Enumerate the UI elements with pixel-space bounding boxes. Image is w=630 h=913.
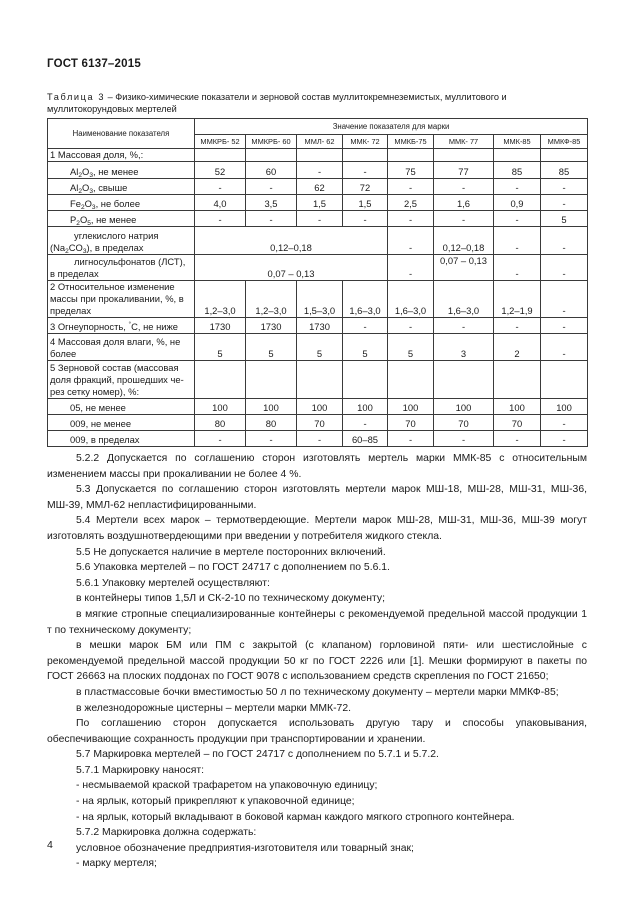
- table-cell: 60: [246, 162, 297, 179]
- table-row: [48, 281, 588, 318]
- row-label: 009, в пределах: [48, 431, 195, 447]
- paragraph: 5.3 Допускается по соглашению сторон изготовлять мертели марок МШ-18, МШ-28, МШ-31, МШ-36, МШ-39, ММЛ-62 непластифицированными.: [47, 484, 587, 511]
- table-cell: -: [195, 179, 246, 195]
- table-caption-text: – Физико-химические показатели и зерновой состав муллитокремнеземистых, муллитового и муллитокорундовых мертелей: [47, 92, 507, 114]
- table-cell: 1,5–3,0: [297, 281, 343, 318]
- table-cell: -: [297, 431, 343, 447]
- table-cell: 85: [541, 162, 588, 179]
- table-cell: 3: [434, 334, 494, 361]
- paragraph: в пластмассовые бочки вместимостью 50 л по техническому документу – мертели марки ММКФ-85;: [76, 686, 559, 698]
- row-label: $Fe_2O_3$, не более: [48, 195, 195, 211]
- table-cell: -: [246, 431, 297, 447]
- paragraph: 5.6 Упаковка мертелей – по ГОСТ 24717 с дополнением по 5.6.1.: [76, 562, 390, 574]
- table-cell: 4,0: [195, 195, 246, 211]
- table-cell: 100: [434, 399, 494, 415]
- mark-header: ММК- 77: [434, 135, 494, 149]
- table-row: [48, 361, 588, 399]
- table-row: [48, 399, 588, 415]
- row-label: 4 Массовая доля влаги, %, не более: [48, 334, 195, 361]
- paragraph: По соглашению сторон допускается использовать другую тару и способы упаковывания, обеспечивающие сохранность продукции при транспортировании и хранении.: [47, 718, 587, 745]
- table-row: [48, 195, 588, 211]
- table-cell: -: [541, 415, 588, 431]
- table-row: [48, 334, 588, 361]
- table-cell: -: [434, 318, 494, 334]
- table-cell: -: [494, 227, 541, 255]
- row-label: 1 Массовая доля, %,:: [48, 149, 195, 162]
- table-cell: 100: [343, 399, 388, 415]
- table-cell: 70: [297, 415, 343, 431]
- table-row: [48, 255, 588, 281]
- table-cell: -: [541, 179, 588, 195]
- paragraph: в железнодорожные цистерны – мертели марки ММК-72.: [76, 702, 351, 714]
- table-cell: 1730: [195, 318, 246, 334]
- row-label: $Al_2O_3$, свыше: [48, 179, 195, 195]
- table-cell: 0,07 – 0,13: [434, 255, 494, 281]
- paragraph: 5.4 Мертели всех марок – термотвердеющие. Мертели марок МШ-28, МШ-31, МШ-36, МШ-39 могут изготовлять воздушнотвердеющими при введении у потребителя жидкого стекла.: [47, 515, 587, 542]
- table-cell: 1,2–3,0: [246, 281, 297, 318]
- paragraph: 5.7.2 Маркировка должна содержать:: [76, 827, 257, 839]
- table-cell: 2,5: [388, 195, 434, 211]
- table-cell: -: [195, 431, 246, 447]
- row-label: 009, не менее: [48, 415, 195, 431]
- row-label: 2 Относительное изменение массы при прокаливании, %, в пределах: [48, 281, 195, 318]
- table-cell: -: [343, 162, 388, 179]
- paragraph: 5.5 Не допускается наличие в мертеле посторонних включений.: [76, 546, 386, 558]
- header-parameter-name: Наименование показателя: [48, 119, 195, 149]
- table-cell: -: [343, 415, 388, 431]
- table-cell: -: [246, 211, 297, 227]
- table-header-row: [48, 119, 588, 135]
- row-label: 3 Огнеупорность, °С, не ниже: [48, 318, 195, 334]
- mark-header: ММЛ- 62: [297, 135, 343, 149]
- table-cell: 1730: [246, 318, 297, 334]
- table-cell: 100: [297, 399, 343, 415]
- table-cell: -: [388, 431, 434, 447]
- table-cell: -: [434, 211, 494, 227]
- table-cell: 0,12–0,18: [434, 227, 494, 255]
- paragraph: в мягкие стропные специализированные контейнеры с рекомендуемой предельной массой продукции 1 т по техническому документу;: [47, 608, 587, 636]
- table-cell: 1,2–3,0: [195, 281, 246, 318]
- table-cell: -: [494, 255, 541, 281]
- table-cell: 1,6: [434, 195, 494, 211]
- paragraph: 5.7.1 Маркировку наносят:: [76, 764, 205, 776]
- table-cell: 80: [246, 415, 297, 431]
- table-cell: -: [388, 255, 434, 281]
- paragraph: 5.7 Маркировка мертелей – по ГОСТ 24717 с дополнением по 5.7.1 и 5.7.2.: [76, 749, 439, 761]
- row-label: $P_2O_5$, не менее: [48, 211, 195, 227]
- mark-header: ММКРБ- 60: [246, 135, 297, 149]
- mark-header: ММК- 72: [343, 135, 388, 149]
- document-header: ГОСТ 6137–2015: [47, 58, 141, 70]
- header-value-group: Значение показателя для марки: [195, 119, 588, 135]
- table-cell: 70: [434, 415, 494, 431]
- table-cell: -: [541, 334, 588, 361]
- table-cell: -: [434, 431, 494, 447]
- table-cell: -: [541, 195, 588, 211]
- table-cell: 3,5: [246, 195, 297, 211]
- paragraph: 5.2.2 Допускается по соглашению сторон изготовлять мертель марки ММК-85 с относительным изменением массы при прокаливании не более 4 %.: [47, 453, 587, 480]
- mark-header: ММКБ-75: [388, 135, 434, 149]
- table-cell: 1,2–1,9: [494, 281, 541, 318]
- table-cell: -: [388, 179, 434, 195]
- table-cell: 70: [494, 415, 541, 431]
- table-cell: -: [297, 211, 343, 227]
- row-label: 5 Зерновой состав (массовая доля фракций, прошедших че- рез сетку номер), %:: [48, 361, 195, 399]
- table-cell: -: [388, 318, 434, 334]
- table-cell: 100: [388, 399, 434, 415]
- row-label: 05, не менее: [48, 399, 195, 415]
- table-cell: 5: [195, 334, 246, 361]
- table-cell: -: [297, 162, 343, 179]
- table-cell: 0,12–0,18: [195, 227, 388, 255]
- table-cell: 0,07 – 0,13: [195, 255, 388, 281]
- table-cell: -: [541, 431, 588, 447]
- table-cell: -: [541, 255, 588, 281]
- paragraph: - на ярлык, который прикрепляют к упаковочной единице;: [76, 796, 355, 808]
- table-cell: -: [388, 227, 434, 255]
- table-cell: -: [343, 211, 388, 227]
- table-cell: 0,9: [494, 195, 541, 211]
- table-row: [48, 179, 588, 195]
- table-cell: 5: [246, 334, 297, 361]
- table-cell: 5: [343, 334, 388, 361]
- table-row: [48, 431, 588, 447]
- table-row: [48, 211, 588, 227]
- mark-header: ММК-85: [494, 135, 541, 149]
- table-cell: 85: [494, 162, 541, 179]
- table-row: [48, 149, 588, 162]
- table-cell: -: [434, 179, 494, 195]
- row-label: лигносульфонатов (ЛСТ), в пределах: [48, 255, 195, 281]
- mark-header: ММКРБ- 52: [195, 135, 246, 149]
- paragraph: условное обозначение предприятия-изготовителя или товарный знак;: [76, 842, 414, 854]
- mark-header: ММКФ-85: [541, 135, 588, 149]
- table-cell: 1,5: [297, 195, 343, 211]
- row-label: углекислого натрия $(Na_2CO_3)$, в пределах: [48, 227, 195, 255]
- table-cell: 1,6–3,0: [434, 281, 494, 318]
- table-cell: 5: [541, 211, 588, 227]
- paragraph: 5.6.1 Упаковку мертелей осуществляют:: [76, 577, 270, 589]
- table-cell: 100: [494, 399, 541, 415]
- table-cell: 70: [388, 415, 434, 431]
- table-cell: 52: [195, 162, 246, 179]
- paragraph: в контейнеры типов 1,5Л и СК-2-10 по техническому документу;: [76, 593, 385, 605]
- table-cell: 1,6–3,0: [388, 281, 434, 318]
- table-caption: [47, 91, 587, 115]
- table-cell: 100: [246, 399, 297, 415]
- properties-table: [47, 118, 588, 447]
- table-cell: 2: [494, 334, 541, 361]
- table-row: [48, 162, 588, 179]
- table-cell: 5: [388, 334, 434, 361]
- table-cell: -: [541, 318, 588, 334]
- table-cell: -: [494, 318, 541, 334]
- table-cell: 1,6–3,0: [343, 281, 388, 318]
- table-cell: -: [195, 211, 246, 227]
- table-row: [48, 415, 588, 431]
- paragraph: в мешки марок БМ или ПМ с закрытой (с клапаном) горловиной пяти- или шестислойные с рекомендуемой предельной массой продукции 50 кг по ГОСТ 2226 или [1]. Мешки формируют в пакеты по ГОСТ 26663 на плоских поддонах по ГОСТ 9078 с использованием средств скрепления по ГОСТ 21650;: [47, 640, 587, 683]
- table-cell: 62: [297, 179, 343, 195]
- table-cell: -: [494, 211, 541, 227]
- table-row: [48, 227, 588, 255]
- table-row: [48, 318, 588, 334]
- table-cell: -: [388, 211, 434, 227]
- table-cell: -: [494, 179, 541, 195]
- table-cell: 5: [297, 334, 343, 361]
- table-cell: 75: [388, 162, 434, 179]
- paragraph: - на ярлык, который вкладывают в боковой карман каждого мягкого стропного контейнера.: [76, 811, 515, 823]
- table-cell: 1,5: [343, 195, 388, 211]
- table-cell: 60–85: [343, 431, 388, 447]
- table-caption-label: Таблица 3: [47, 92, 106, 102]
- table-cell: -: [541, 281, 588, 318]
- table-cell: 77: [434, 162, 494, 179]
- table-cell: -: [541, 227, 588, 255]
- table-cell: 100: [195, 399, 246, 415]
- table-cell: -: [246, 179, 297, 195]
- table-cell: 72: [343, 179, 388, 195]
- row-label: $Al_2O_3$, не менее: [48, 162, 195, 179]
- table-cell: -: [494, 431, 541, 447]
- table-cell: 80: [195, 415, 246, 431]
- page-number: 4: [47, 839, 53, 851]
- document-body: [47, 451, 587, 872]
- paragraph: - несмываемой краской трафаретом на упаковочную единицу;: [76, 780, 378, 792]
- table-cell: -: [343, 318, 388, 334]
- table-cell: 100: [541, 399, 588, 415]
- paragraph: - марку мертеля;: [76, 858, 157, 870]
- table-cell: 1730: [297, 318, 343, 334]
